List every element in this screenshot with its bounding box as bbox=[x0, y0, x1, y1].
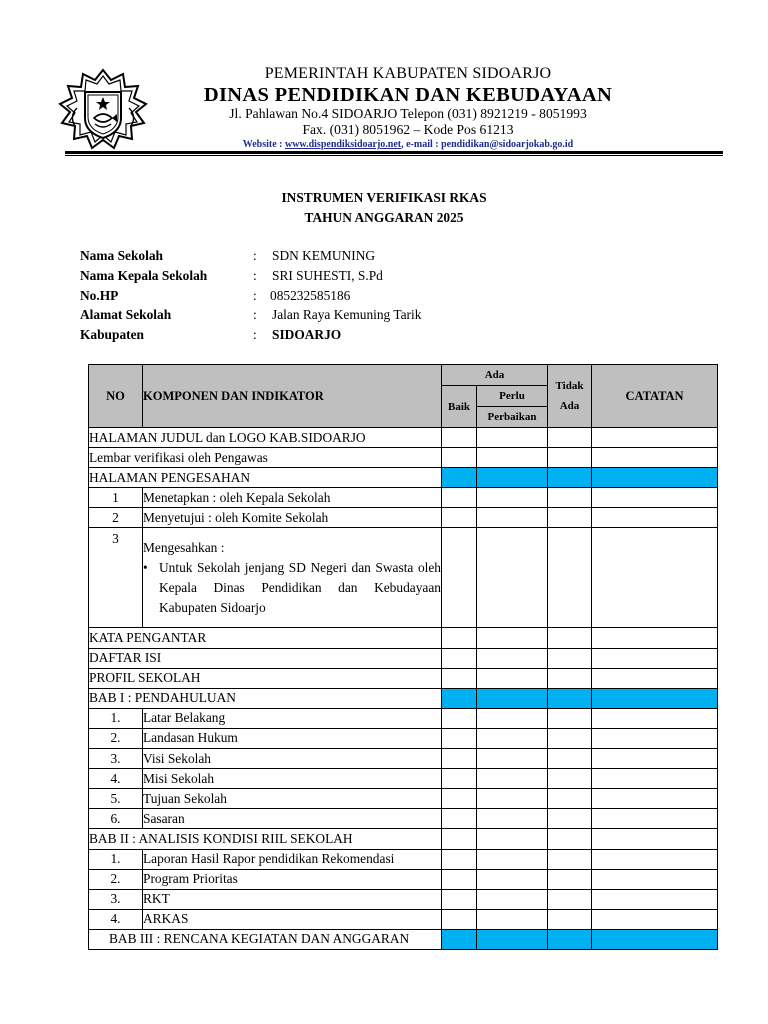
cell-tidak[interactable] bbox=[548, 909, 592, 929]
cell-perlu[interactable] bbox=[477, 849, 548, 869]
section-cell bbox=[592, 468, 718, 488]
cell-baik[interactable] bbox=[442, 769, 477, 789]
row-label: ARKAS bbox=[143, 909, 442, 929]
cell-perlu[interactable] bbox=[477, 488, 548, 508]
row-label: Menyetujui : oleh Komite Sekolah bbox=[143, 508, 442, 528]
section-cell bbox=[548, 929, 592, 949]
cell-perlu[interactable] bbox=[477, 869, 548, 889]
cell-tidak[interactable] bbox=[548, 628, 592, 648]
cell-catatan[interactable] bbox=[592, 829, 718, 849]
bullet-item: • Untuk Sekolah jenjang SD Negeri dan Swasta oleh Kepala Dinas Pendidikan dan Kebudayaan Kabupaten Sidoarjo bbox=[143, 558, 441, 618]
section-cell bbox=[548, 468, 592, 488]
cell-perlu[interactable] bbox=[477, 448, 548, 468]
section-cell bbox=[442, 929, 477, 949]
cell-perlu[interactable] bbox=[477, 809, 548, 829]
row-number: 1. bbox=[89, 849, 143, 869]
row-number: 4. bbox=[89, 769, 143, 789]
row-number: 3 bbox=[89, 528, 143, 628]
cell-catatan[interactable] bbox=[592, 668, 718, 688]
government-name: PEMERINTAH KABUPATEN SIDOARJO bbox=[264, 65, 552, 82]
table-row bbox=[89, 488, 718, 508]
row-label: Menetapkan : oleh Kepala Sekolah bbox=[143, 488, 442, 508]
cell-baik[interactable] bbox=[442, 528, 477, 628]
cell-baik[interactable] bbox=[442, 909, 477, 929]
table-row bbox=[89, 508, 718, 528]
cell-catatan[interactable] bbox=[592, 909, 718, 929]
table-row bbox=[89, 728, 718, 748]
row-number: 4. bbox=[89, 909, 143, 929]
website-link[interactable]: www.dispendiksidoarjo.net bbox=[284, 139, 402, 150]
cell-baik[interactable] bbox=[442, 448, 477, 468]
letterhead-divider-thick bbox=[65, 151, 723, 154]
section-row bbox=[89, 468, 718, 488]
cell-tidak[interactable] bbox=[548, 829, 592, 849]
row-label: Laporan Hasil Rapor pendidikan Rekomendasi bbox=[143, 849, 442, 869]
table-row bbox=[89, 789, 718, 809]
website-label: Website : bbox=[242, 139, 285, 150]
agency-name: DINAS PENDIDIKAN DAN KEBUDAYAAN bbox=[203, 84, 613, 106]
row-label: HALAMAN JUDUL dan LOGO KAB.SIDOARJO bbox=[89, 428, 442, 448]
cell-baik[interactable] bbox=[442, 508, 477, 528]
cell-perlu[interactable] bbox=[477, 889, 548, 909]
cell-tidak[interactable] bbox=[548, 728, 592, 748]
cell-catatan[interactable] bbox=[592, 648, 718, 668]
row-label: Sasaran bbox=[143, 809, 442, 829]
info-colon: : bbox=[253, 267, 257, 283]
header-perbaikan: Perbaikan bbox=[477, 407, 548, 428]
info-colon: : bbox=[253, 327, 257, 343]
header-tidak-line1: Tidak bbox=[555, 380, 584, 392]
info-label: No.HP bbox=[80, 287, 119, 303]
section-row bbox=[89, 688, 718, 708]
row-number: 5. bbox=[89, 789, 143, 809]
row-label: Tujuan Sekolah bbox=[143, 789, 442, 809]
cell-baik[interactable] bbox=[442, 728, 477, 748]
cell-tidak[interactable] bbox=[548, 869, 592, 889]
letterhead bbox=[0, 0, 768, 160]
table-row bbox=[89, 628, 718, 648]
cell-baik[interactable] bbox=[442, 628, 477, 648]
table-row bbox=[89, 428, 718, 448]
email-label: , e-mail : bbox=[401, 139, 442, 150]
cell-catatan[interactable] bbox=[592, 789, 718, 809]
section-cell bbox=[592, 929, 718, 949]
section-cell bbox=[477, 929, 548, 949]
cell-perlu[interactable] bbox=[477, 628, 548, 648]
section-cell bbox=[442, 688, 477, 708]
section-cell bbox=[477, 688, 548, 708]
letterhead-divider-thin bbox=[65, 155, 723, 156]
row-label: Program Prioritas bbox=[143, 869, 442, 889]
cell-perlu[interactable] bbox=[477, 668, 548, 688]
cell-baik[interactable] bbox=[442, 648, 477, 668]
row-label: Lembar verifikasi oleh Pengawas bbox=[89, 448, 442, 468]
section-cell bbox=[477, 468, 548, 488]
cell-catatan[interactable] bbox=[592, 628, 718, 648]
agency-address: Jl. Pahlawan No.4 SIDOARJO Telepon (031) 8921219 - 8051993 bbox=[229, 106, 587, 121]
header-catatan: CATATAN bbox=[592, 365, 718, 428]
info-value: SDN KEMUNING bbox=[272, 248, 376, 263]
cell-catatan[interactable] bbox=[592, 769, 718, 789]
cell-perlu[interactable] bbox=[477, 528, 548, 628]
section-cell bbox=[442, 468, 477, 488]
cell-catatan[interactable] bbox=[592, 749, 718, 769]
info-label: Alamat Sekolah bbox=[80, 307, 172, 323]
cell-baik[interactable] bbox=[442, 789, 477, 809]
cell-perlu[interactable] bbox=[477, 728, 548, 748]
cell-catatan[interactable] bbox=[592, 508, 718, 528]
row-label: KATA PENGANTAR bbox=[89, 628, 442, 648]
info-label: Nama Kepala Sekolah bbox=[80, 267, 208, 283]
row-label: RKT bbox=[143, 889, 442, 909]
info-label: Nama Sekolah bbox=[80, 248, 163, 263]
letterhead-text bbox=[160, 64, 656, 151]
info-value: SRI SUHESTI, S.Pd bbox=[272, 267, 383, 283]
cell-perlu[interactable] bbox=[477, 708, 548, 728]
table-row bbox=[89, 648, 718, 668]
row-number: 3. bbox=[89, 749, 143, 769]
info-value: Jalan Raya Kemuning Tarik bbox=[272, 307, 422, 323]
row-label: BAB II : ANALISIS KONDISI RIIL SEKOLAH bbox=[89, 829, 442, 849]
cell-baik[interactable] bbox=[442, 809, 477, 829]
row-label: Landasan Hukum bbox=[143, 728, 442, 748]
cell-tidak[interactable] bbox=[548, 708, 592, 728]
row-label: PROFIL SEKOLAH bbox=[89, 668, 442, 688]
section-cell bbox=[592, 688, 718, 708]
title-line-1: INSTRUMEN VERIFIKASI RKAS bbox=[281, 190, 487, 205]
cell-perlu[interactable] bbox=[477, 909, 548, 929]
cell-tidak[interactable] bbox=[548, 508, 592, 528]
info-colon: : bbox=[253, 287, 257, 303]
cell-tidak[interactable] bbox=[548, 849, 592, 869]
cell-tidak[interactable] bbox=[548, 668, 592, 688]
info-colon: : bbox=[253, 248, 257, 263]
table-row bbox=[89, 829, 718, 849]
cell-tidak[interactable] bbox=[548, 448, 592, 468]
section-cell bbox=[548, 688, 592, 708]
table-row bbox=[89, 528, 718, 628]
cell-catatan[interactable] bbox=[592, 728, 718, 748]
table-row bbox=[89, 849, 718, 869]
row-label: Mengesahkan : bbox=[143, 539, 225, 555]
info-label: Kabupaten bbox=[80, 327, 144, 343]
cell-perlu[interactable] bbox=[477, 428, 548, 448]
cell-catatan[interactable] bbox=[592, 448, 718, 468]
header-perlu: Perlu bbox=[477, 386, 548, 407]
title-line-2: TAHUN ANGGARAN 2025 bbox=[304, 210, 464, 225]
cell-catatan[interactable] bbox=[592, 488, 718, 508]
table-row bbox=[89, 769, 718, 789]
header-tidak-line2: Ada bbox=[559, 400, 580, 412]
table-row bbox=[89, 909, 718, 929]
verification-table bbox=[88, 364, 718, 950]
header-no: NO bbox=[89, 365, 143, 428]
info-colon: : bbox=[253, 307, 257, 323]
row-label: Visi Sekolah bbox=[143, 749, 442, 769]
row-number: 2. bbox=[89, 728, 143, 748]
row-label: Misi Sekolah bbox=[143, 769, 442, 789]
header-baik: Baik bbox=[442, 386, 477, 428]
info-value: SIDOARJO bbox=[272, 327, 342, 343]
agency-fax: Fax. (031) 8051962 – Kode Pos 61213 bbox=[302, 122, 514, 137]
table-row bbox=[89, 668, 718, 688]
section-label: BAB I : PENDAHULUAN bbox=[89, 688, 442, 708]
cell-perlu[interactable] bbox=[477, 508, 548, 528]
section-label: BAB III : RENCANA KEGIATAN DAN ANGGARAN bbox=[89, 929, 442, 949]
cell-perlu[interactable] bbox=[477, 648, 548, 668]
agency-contact bbox=[160, 138, 656, 151]
cell-baik[interactable] bbox=[442, 829, 477, 849]
cell-perlu[interactable] bbox=[477, 789, 548, 809]
sidoarjo-emblem-icon bbox=[57, 68, 149, 150]
cell-baik[interactable] bbox=[442, 849, 477, 869]
cell-perlu[interactable] bbox=[477, 769, 548, 789]
cell-catatan[interactable] bbox=[592, 708, 718, 728]
header-tidak-ada bbox=[548, 365, 592, 428]
cell-tidak[interactable] bbox=[548, 648, 592, 668]
section-row bbox=[89, 929, 718, 949]
table-row bbox=[89, 809, 718, 829]
row-label: Latar Belakang bbox=[143, 708, 442, 728]
header-ada: Ada bbox=[442, 365, 548, 386]
cell-baik[interactable] bbox=[442, 749, 477, 769]
cell-tidak[interactable] bbox=[548, 749, 592, 769]
cell-baik[interactable] bbox=[442, 488, 477, 508]
cell-catatan[interactable] bbox=[592, 869, 718, 889]
table-row bbox=[89, 749, 718, 769]
row-number: 2 bbox=[89, 508, 143, 528]
cell-tidak[interactable] bbox=[548, 488, 592, 508]
row-number: 2. bbox=[89, 869, 143, 889]
header-komponen: KOMPONEN DAN INDIKATOR bbox=[143, 365, 442, 428]
cell-catatan[interactable] bbox=[592, 528, 718, 628]
row-number: 3. bbox=[89, 889, 143, 909]
row-number: 1. bbox=[89, 708, 143, 728]
section-label: HALAMAN PENGESAHAN bbox=[89, 468, 442, 488]
cell-baik[interactable] bbox=[442, 428, 477, 448]
document-title bbox=[0, 188, 768, 228]
cell-baik[interactable] bbox=[442, 869, 477, 889]
cell-baik[interactable] bbox=[442, 668, 477, 688]
cell-catatan[interactable] bbox=[592, 889, 718, 909]
table-row bbox=[89, 708, 718, 728]
cell-perlu[interactable] bbox=[477, 749, 548, 769]
row-number: 6. bbox=[89, 809, 143, 829]
cell-tidak[interactable] bbox=[548, 528, 592, 628]
cell-baik[interactable] bbox=[442, 889, 477, 909]
table-row bbox=[89, 448, 718, 468]
cell-catatan[interactable] bbox=[592, 809, 718, 829]
cell-baik[interactable] bbox=[442, 708, 477, 728]
info-value: 085232585186 bbox=[270, 287, 351, 303]
email-link[interactable]: pendidikan@sidoarjokab.go.id bbox=[441, 139, 574, 150]
cell-tidak[interactable] bbox=[548, 809, 592, 829]
cell-perlu[interactable] bbox=[477, 829, 548, 849]
row-number: 1 bbox=[89, 488, 143, 508]
table-row bbox=[89, 869, 718, 889]
cell-catatan[interactable] bbox=[592, 428, 718, 448]
row-label-multiline bbox=[143, 528, 442, 628]
table-row bbox=[89, 889, 718, 909]
cell-tidak[interactable] bbox=[548, 889, 592, 909]
cell-tidak[interactable] bbox=[548, 428, 592, 448]
cell-tidak[interactable] bbox=[548, 769, 592, 789]
row-label: DAFTAR ISI bbox=[89, 648, 442, 668]
cell-tidak[interactable] bbox=[548, 789, 592, 809]
cell-catatan[interactable] bbox=[592, 849, 718, 869]
